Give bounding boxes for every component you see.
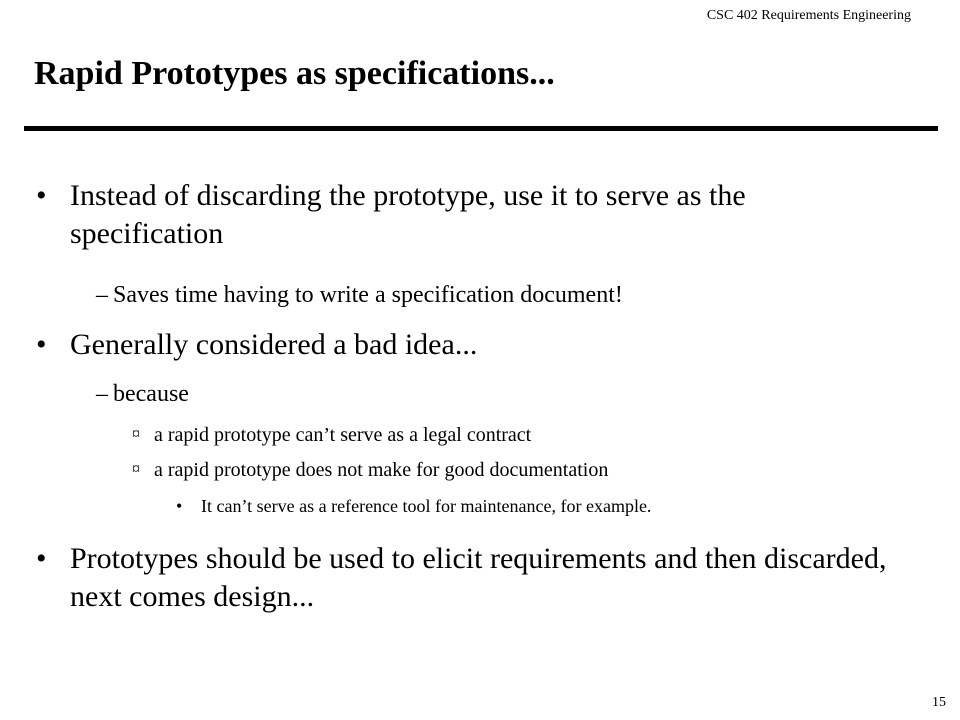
bullet-marker: •: [36, 328, 47, 361]
bullet-discard-prototype: [36, 177, 906, 253]
bullet-text: Generally considered a bad idea...: [70, 328, 478, 361]
slide-title: Rapid Prototypes as specifications...: [34, 55, 555, 92]
sub-bullet-text: because: [113, 381, 189, 407]
dash-marker: –: [96, 381, 108, 407]
title-divider: [24, 126, 938, 131]
bullet-marker: •: [36, 542, 47, 575]
bullet-bad-idea: [36, 326, 906, 364]
currency-bullet-icon: ¤: [132, 461, 140, 478]
small-bullet-marker: •: [176, 496, 183, 516]
example-text: It can’t serve as a reference tool for maintenance, for example.: [201, 496, 652, 516]
sub-bullet-because: [96, 379, 189, 409]
currency-bullet-icon: ¤: [132, 426, 140, 443]
reason-legal-contract: [132, 422, 531, 448]
bullet-text: Instead of discarding the prototype, use it to serve as the specification: [70, 179, 746, 250]
bullet-text: Prototypes should be used to elicit requirements and then discarded, next comes design...: [70, 542, 887, 613]
reason-documentation: [132, 457, 608, 483]
reason-text: a rapid prototype does not make for good documentation: [154, 459, 609, 481]
reason-text: a rapid prototype can’t serve as a legal contract: [154, 424, 532, 446]
reason-maintenance-example: [176, 494, 651, 518]
bullet-elicit-requirements: [36, 540, 906, 616]
sub-bullet-text: Saves time having to write a specification document!: [113, 282, 623, 308]
dash-marker: –: [96, 282, 108, 308]
bullet-marker: •: [36, 179, 47, 212]
course-header: CSC 402 Requirements Engineering: [706, 8, 911, 23]
sub-bullet-saves-time: [96, 280, 623, 310]
page-number: 15: [932, 695, 946, 710]
